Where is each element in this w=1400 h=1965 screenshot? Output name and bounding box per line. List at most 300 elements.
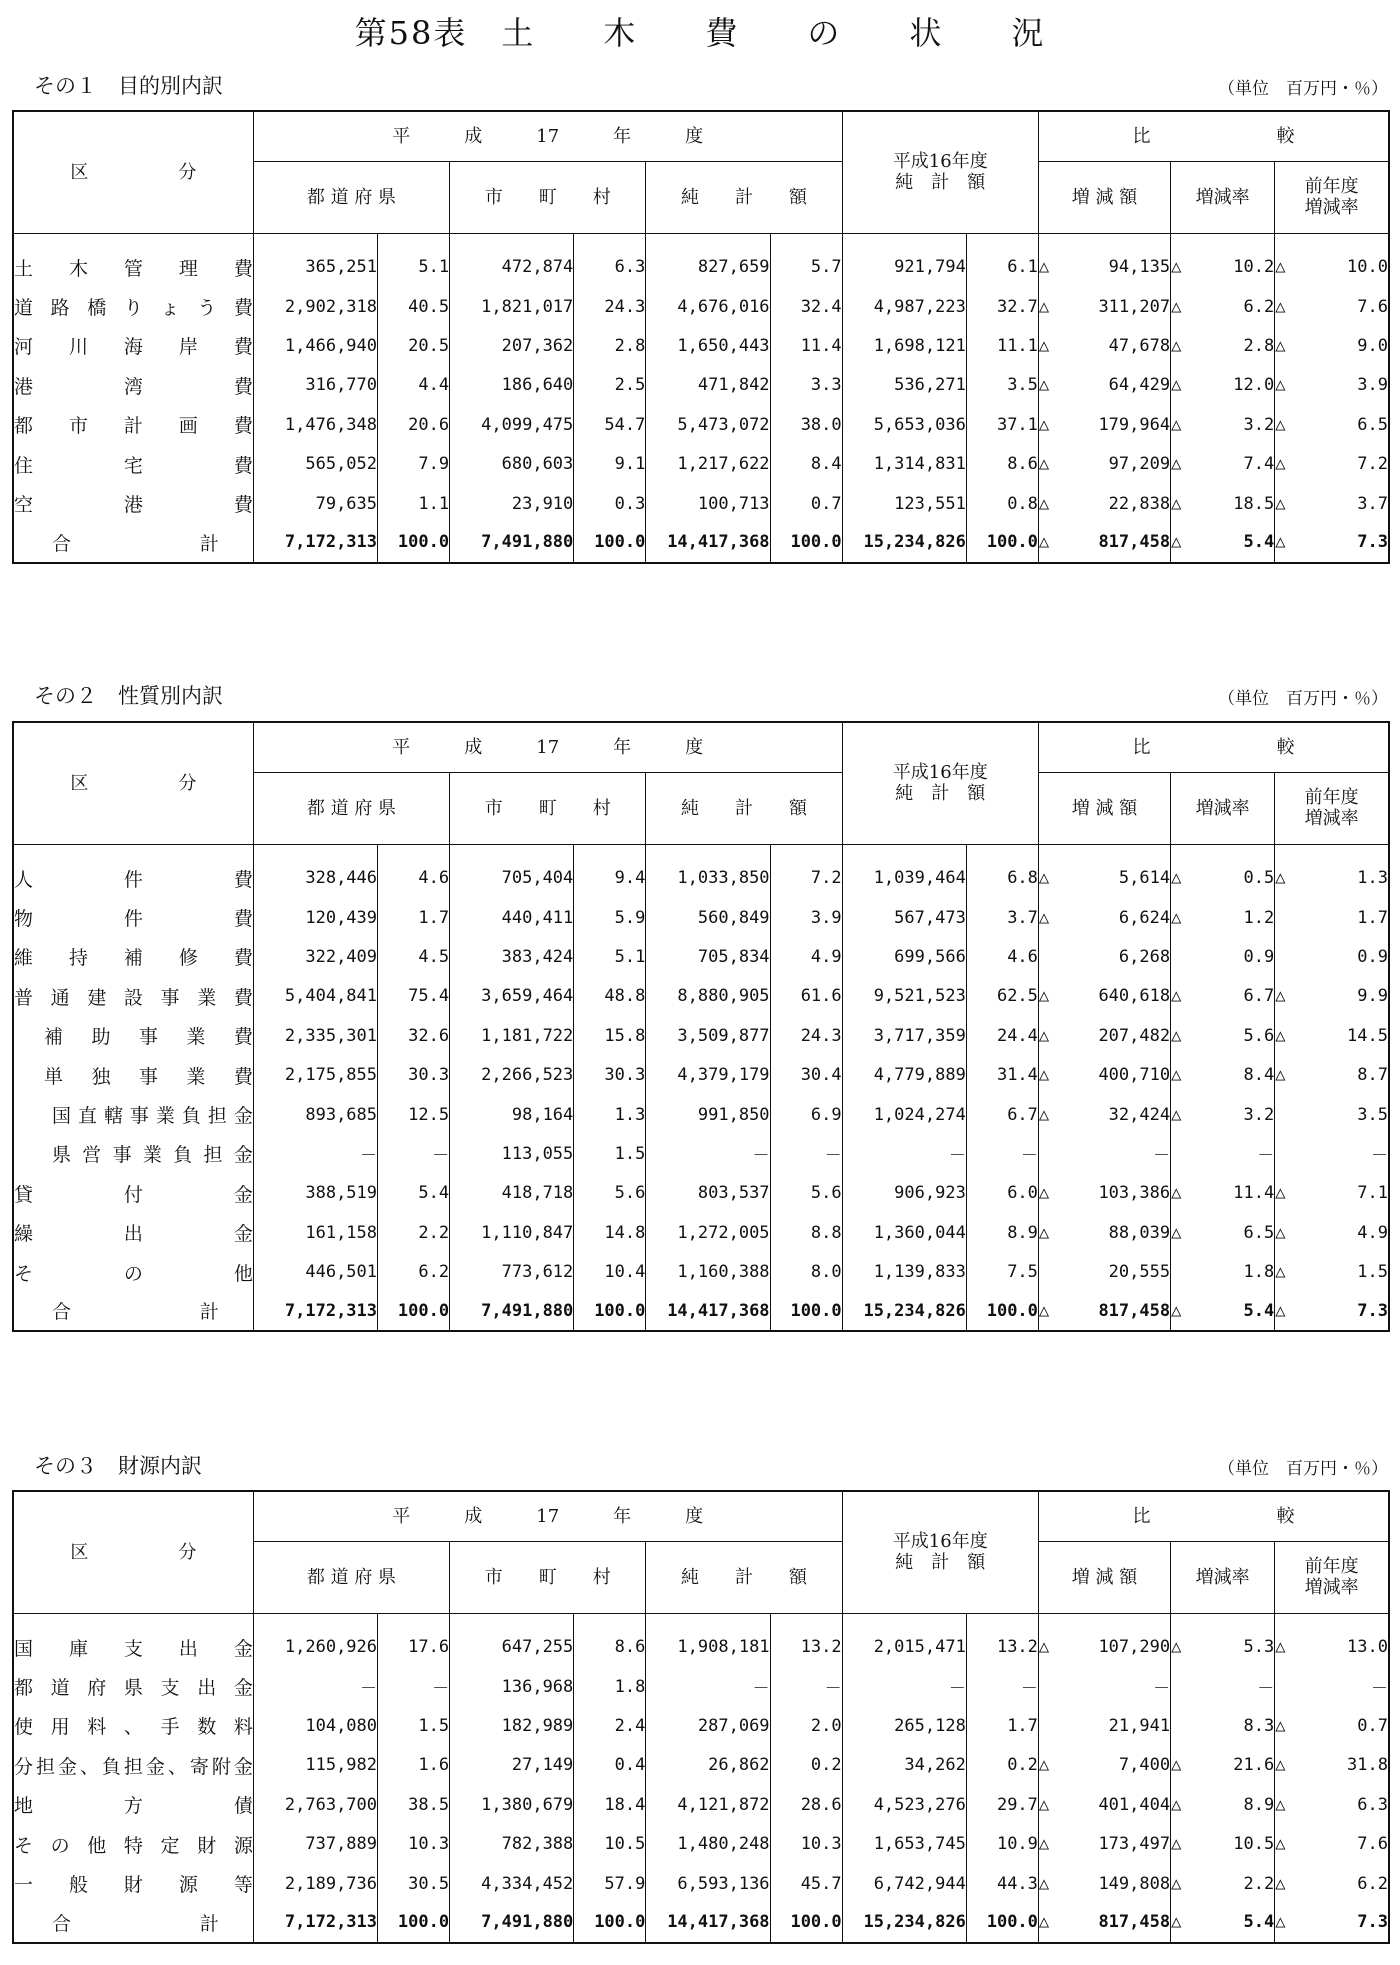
- prev-change-rate: [1275, 898, 1389, 937]
- prefecture-share: 4.5: [378, 937, 450, 976]
- decrease-mark: △: [1275, 1300, 1286, 1321]
- municipality-amount: 207,362: [450, 326, 574, 365]
- municipality-share: 9.1: [574, 444, 646, 483]
- decrease-mark: △: [1171, 1912, 1182, 1933]
- decrease-mark: △: [1275, 493, 1286, 514]
- prefecture-share: 5.4: [378, 1174, 450, 1213]
- decrease-mark: △: [1275, 454, 1286, 475]
- net-share: 3.3: [770, 366, 842, 405]
- municipality-amount: 773,612: [450, 1252, 574, 1291]
- municipality-share: 1.5: [574, 1134, 646, 1173]
- row-label: 維持補修費: [13, 937, 253, 976]
- decrease-mark: △: [1275, 1873, 1286, 1894]
- table-row: [13, 248, 1389, 287]
- row-label: 土木管理費: [13, 248, 253, 287]
- prev-net-amount: 1,139,833: [842, 1252, 966, 1291]
- change-rate-value: 1.8: [1243, 1262, 1275, 1283]
- municipality-share: 10.4: [574, 1252, 646, 1291]
- decrease-mark: △: [1171, 907, 1182, 928]
- prev-net-share: 62.5: [966, 977, 1038, 1016]
- section-2-header: [12, 680, 1388, 710]
- prev-change-rate-value: 7.6: [1357, 296, 1388, 317]
- prev-net-share: 0.2: [966, 1746, 1038, 1785]
- municipality-amount: 1,380,679: [450, 1785, 574, 1824]
- municipality-share: 100.0: [574, 1903, 646, 1942]
- change-rate: [1171, 1667, 1275, 1706]
- change-rate: [1171, 1095, 1275, 1134]
- header-prev-rate: 前年度 増減率: [1275, 772, 1389, 844]
- prefecture-share: 32.6: [378, 1016, 450, 1055]
- decrease-mark: △: [1275, 1262, 1286, 1283]
- prev-net-amount: 4,523,276: [842, 1785, 966, 1824]
- change-amount: [1038, 1706, 1170, 1745]
- change-amount: [1038, 1746, 1170, 1785]
- prefecture-share: 75.4: [378, 977, 450, 1016]
- decrease-mark: △: [1038, 1183, 1050, 1204]
- municipality-share: 2.5: [574, 366, 646, 405]
- prefecture-share: 4.6: [378, 859, 450, 898]
- prefecture-amount: 2,175,855: [253, 1055, 377, 1094]
- row-label: 都市計画費: [13, 405, 253, 444]
- row-label: 一般財源等: [13, 1864, 253, 1903]
- prev-change-rate: [1275, 1095, 1389, 1134]
- prev-change-rate-value: 7.3: [1357, 1300, 1388, 1321]
- section-title: その２ 性質別内訳: [34, 684, 223, 708]
- net-share: 3.9: [770, 898, 842, 937]
- net-share: －: [770, 1134, 842, 1173]
- prev-net-amount: 265,128: [842, 1706, 966, 1745]
- municipality-share: 15.8: [574, 1016, 646, 1055]
- prev-change-rate-value: 6.2: [1357, 1873, 1388, 1894]
- table-row: [13, 366, 1389, 405]
- net-share: 13.2: [770, 1628, 842, 1667]
- prev-change-rate: [1275, 1213, 1389, 1252]
- decrease-mark: △: [1171, 454, 1182, 475]
- decrease-mark: △: [1171, 1300, 1182, 1321]
- municipality-amount: 680,603: [450, 444, 574, 483]
- decrease-mark: △: [1038, 1873, 1050, 1894]
- decrease-mark: △: [1038, 1065, 1050, 1086]
- prev-change-rate-value: 1.7: [1357, 907, 1388, 928]
- header-prev-rate: 前年度 増減率: [1275, 1541, 1389, 1613]
- municipality-amount: 782,388: [450, 1824, 574, 1863]
- prefecture-share: 1.7: [378, 898, 450, 937]
- prev-change-rate: [1275, 1174, 1389, 1213]
- prefecture-share: 30.3: [378, 1055, 450, 1094]
- decrease-mark: △: [1171, 1222, 1182, 1243]
- decrease-mark: △: [1171, 1755, 1182, 1776]
- net-amount: 827,659: [646, 248, 770, 287]
- prev-change-rate: [1275, 1824, 1389, 1863]
- decrease-mark: △: [1275, 1637, 1286, 1658]
- prev-net-amount: 1,024,274: [842, 1095, 966, 1134]
- municipality-share: 6.3: [574, 248, 646, 287]
- row-label: 住宅費: [13, 444, 253, 483]
- prefecture-amount: －: [253, 1134, 377, 1173]
- decrease-mark: △: [1038, 907, 1050, 928]
- municipality-share: 54.7: [574, 405, 646, 444]
- prefecture-share: 4.4: [378, 366, 450, 405]
- municipality-share: 30.3: [574, 1055, 646, 1094]
- prev-net-amount: 2,015,471: [842, 1628, 966, 1667]
- decrease-mark: △: [1171, 414, 1182, 435]
- decrease-mark: △: [1038, 1222, 1050, 1243]
- prefecture-share: 100.0: [378, 523, 450, 562]
- row-label: 県営事業負担金: [13, 1134, 253, 1173]
- net-share: 5.6: [770, 1174, 842, 1213]
- table-row: [13, 1055, 1389, 1094]
- prev-net-share: 3.5: [966, 366, 1038, 405]
- table-row: [13, 977, 1389, 1016]
- net-amount: 1,033,850: [646, 859, 770, 898]
- row-label: 合計: [13, 1903, 253, 1942]
- municipality-amount: 23,910: [450, 484, 574, 523]
- change-rate: [1171, 937, 1275, 976]
- decrease-mark: △: [1038, 986, 1050, 1007]
- decrease-mark: △: [1275, 532, 1286, 553]
- prev-net-amount: 4,779,889: [842, 1055, 966, 1094]
- municipality-share: 10.5: [574, 1824, 646, 1863]
- prev-net-share: 6.7: [966, 1095, 1038, 1134]
- decrease-mark: △: [1038, 532, 1050, 553]
- change-amount-value: 179,964: [1098, 414, 1171, 435]
- change-amount-value: 97,209: [1108, 454, 1171, 475]
- net-amount: 14,417,368: [646, 1292, 770, 1331]
- header-division: 区 分: [13, 1491, 253, 1613]
- prev-net-amount: 536,271: [842, 366, 966, 405]
- decrease-mark: △: [1171, 1183, 1182, 1204]
- prefecture-amount: 388,519: [253, 1174, 377, 1213]
- change-rate: [1171, 1252, 1275, 1291]
- prefecture-share: 7.9: [378, 444, 450, 483]
- net-amount: 560,849: [646, 898, 770, 937]
- table-row: [13, 898, 1389, 937]
- change-amount: [1038, 1824, 1170, 1863]
- row-label: 物件費: [13, 898, 253, 937]
- net-amount: 4,676,016: [646, 287, 770, 326]
- prev-change-rate: [1275, 1667, 1389, 1706]
- prev-change-rate: [1275, 1016, 1389, 1055]
- prev-change-rate-value: 7.3: [1357, 1912, 1388, 1933]
- net-amount: 1,160,388: [646, 1252, 770, 1291]
- prev-net-amount: 1,314,831: [842, 444, 966, 483]
- decrease-mark: △: [1275, 1794, 1286, 1815]
- prev-change-rate: [1275, 1055, 1389, 1094]
- prev-net-amount: 1,698,121: [842, 326, 966, 365]
- prefecture-amount: －: [253, 1667, 377, 1706]
- decrease-mark: △: [1038, 454, 1050, 475]
- net-amount: 6,593,136: [646, 1864, 770, 1903]
- municipality-share: 14.8: [574, 1213, 646, 1252]
- net-amount: 5,473,072: [646, 405, 770, 444]
- prev-change-rate: [1275, 1706, 1389, 1745]
- prefecture-amount: 1,260,926: [253, 1628, 377, 1667]
- change-amount: [1038, 1016, 1170, 1055]
- prev-net-share: 6.8: [966, 859, 1038, 898]
- prev-change-rate-value: 31.8: [1347, 1755, 1388, 1776]
- decrease-mark: △: [1038, 335, 1050, 356]
- prev-net-amount: 6,742,944: [842, 1864, 966, 1903]
- change-rate-value: －: [1257, 1146, 1275, 1167]
- prefecture-amount: 2,902,318: [253, 287, 377, 326]
- decrease-mark: △: [1275, 1222, 1286, 1243]
- header-change-amount: 増 減 額: [1038, 161, 1170, 233]
- change-rate: [1171, 484, 1275, 523]
- net-amount: 26,862: [646, 1746, 770, 1785]
- change-rate: [1171, 1785, 1275, 1824]
- prev-net-share: 100.0: [966, 523, 1038, 562]
- row-label: 普通建設事業費: [13, 977, 253, 1016]
- municipality-amount: 136,968: [450, 1667, 574, 1706]
- change-rate-value: 8.9: [1243, 1794, 1275, 1815]
- row-label: 分担金、負担金、寄附金: [13, 1746, 253, 1785]
- prev-net-amount: 567,473: [842, 898, 966, 937]
- municipality-amount: 3,659,464: [450, 977, 574, 1016]
- prev-change-rate: [1275, 287, 1389, 326]
- decrease-mark: △: [1171, 1834, 1182, 1855]
- prev-change-rate-value: 7.3: [1357, 532, 1388, 553]
- prev-net-amount: 4,987,223: [842, 287, 966, 326]
- header-municipalities: 市 町 村: [450, 1541, 646, 1613]
- header-h17: 平 成 17 年 度: [253, 1491, 842, 1541]
- net-amount: 471,842: [646, 366, 770, 405]
- change-rate-value: 11.4: [1233, 1183, 1275, 1204]
- table-row: [13, 937, 1389, 976]
- section-1-header: [12, 70, 1388, 100]
- prev-change-rate: [1275, 366, 1389, 405]
- prefecture-amount: 104,080: [253, 1706, 377, 1745]
- municipality-amount: 418,718: [450, 1174, 574, 1213]
- prev-net-amount: 15,234,826: [842, 523, 966, 562]
- header-prev-rate: 前年度 増減率: [1275, 161, 1389, 233]
- change-rate-value: 8.3: [1243, 1715, 1275, 1736]
- prev-change-rate: [1275, 859, 1389, 898]
- decrease-mark: △: [1275, 1834, 1286, 1855]
- change-amount: [1038, 1785, 1170, 1824]
- table-row: [13, 1667, 1389, 1706]
- decrease-mark: △: [1275, 1715, 1286, 1736]
- change-rate-value: 10.2: [1233, 257, 1275, 278]
- net-share: 100.0: [770, 1292, 842, 1331]
- change-rate-value: 5.4: [1243, 1912, 1275, 1933]
- unit-note: （単位 百万円・％）: [1218, 79, 1388, 99]
- decrease-mark: △: [1038, 375, 1050, 396]
- prefecture-amount: 328,446: [253, 859, 377, 898]
- decrease-mark: △: [1038, 414, 1050, 435]
- net-amount: 4,379,179: [646, 1055, 770, 1094]
- row-label: 単独事業費: [13, 1055, 253, 1094]
- change-amount: [1038, 484, 1170, 523]
- table-row: [13, 326, 1389, 365]
- municipality-share: 2.4: [574, 1706, 646, 1745]
- prev-change-rate: [1275, 1252, 1389, 1291]
- change-amount-value: 47,678: [1108, 335, 1171, 356]
- prev-net-amount: 1,039,464: [842, 859, 966, 898]
- net-share: 8.0: [770, 1252, 842, 1291]
- prefecture-amount: 161,158: [253, 1213, 377, 1252]
- change-amount: [1038, 1903, 1170, 1942]
- table-row: [13, 1706, 1389, 1745]
- prev-net-share: 37.1: [966, 405, 1038, 444]
- change-rate-value: 5.4: [1243, 532, 1275, 553]
- net-amount: 1,908,181: [646, 1628, 770, 1667]
- table-row: [13, 484, 1389, 523]
- municipality-share: 48.8: [574, 977, 646, 1016]
- prefecture-share: 2.2: [378, 1213, 450, 1252]
- net-share: 32.4: [770, 287, 842, 326]
- header-change-rate: 増減率: [1171, 1541, 1275, 1613]
- decrease-mark: △: [1171, 493, 1182, 514]
- change-rate: [1171, 287, 1275, 326]
- header-change-amount: 増 減 額: [1038, 1541, 1170, 1613]
- change-amount-value: 817,458: [1098, 1912, 1171, 1933]
- change-rate-value: 10.5: [1233, 1834, 1275, 1855]
- decrease-mark: △: [1275, 1065, 1286, 1086]
- prev-net-amount: －: [842, 1667, 966, 1706]
- municipality-share: 18.4: [574, 1785, 646, 1824]
- municipality-share: 1.8: [574, 1667, 646, 1706]
- change-rate-value: 21.6: [1233, 1755, 1275, 1776]
- net-share: 6.9: [770, 1095, 842, 1134]
- prev-net-share: 11.1: [966, 326, 1038, 365]
- prev-net-share: 6.0: [966, 1174, 1038, 1213]
- change-rate: [1171, 326, 1275, 365]
- prev-change-rate-value: 3.7: [1357, 493, 1388, 514]
- header-h17: 平 成 17 年 度: [253, 722, 842, 772]
- prev-net-share: 13.2: [966, 1628, 1038, 1667]
- prev-change-rate-value: 14.5: [1347, 1025, 1388, 1046]
- prev-net-share: 100.0: [966, 1903, 1038, 1942]
- change-amount: [1038, 1134, 1170, 1173]
- municipality-amount: 1,181,722: [450, 1016, 574, 1055]
- header-h16: 平成16年度 純 計 額: [842, 1491, 1038, 1613]
- prev-change-rate: [1275, 248, 1389, 287]
- decrease-mark: △: [1171, 1025, 1182, 1046]
- net-share: 100.0: [770, 523, 842, 562]
- prefecture-share: 6.2: [378, 1252, 450, 1291]
- change-amount: [1038, 1174, 1170, 1213]
- change-amount: [1038, 937, 1170, 976]
- municipality-share: 2.8: [574, 326, 646, 365]
- prefecture-amount: 322,409: [253, 937, 377, 976]
- row-label: その他特定財源: [13, 1824, 253, 1863]
- prev-net-share: 10.9: [966, 1824, 1038, 1863]
- net-share: 0.2: [770, 1746, 842, 1785]
- header-change-rate: 増減率: [1171, 161, 1275, 233]
- table-row: [13, 405, 1389, 444]
- header-prefectures: 都 道 府 県: [253, 1541, 449, 1613]
- decrease-mark: △: [1038, 1300, 1050, 1321]
- change-amount: [1038, 444, 1170, 483]
- table-row: [13, 1213, 1389, 1252]
- decrease-mark: △: [1275, 296, 1286, 317]
- net-share: 0.7: [770, 484, 842, 523]
- change-rate: [1171, 898, 1275, 937]
- section-3-header: [12, 1450, 1388, 1480]
- net-share: 45.7: [770, 1864, 842, 1903]
- change-amount: [1038, 977, 1170, 1016]
- change-amount: [1038, 523, 1170, 562]
- decrease-mark: △: [1038, 257, 1050, 278]
- prefecture-amount: 115,982: [253, 1746, 377, 1785]
- change-rate-value: 8.4: [1243, 1065, 1275, 1086]
- change-amount-value: 7,400: [1118, 1755, 1171, 1776]
- change-amount: [1038, 1628, 1170, 1667]
- header-compare: 比 較: [1038, 722, 1389, 772]
- change-amount-value: 32,424: [1108, 1104, 1171, 1125]
- prefecture-amount: 2,335,301: [253, 1016, 377, 1055]
- prev-net-share: 32.7: [966, 287, 1038, 326]
- page-title: 第58表 土 木 費 の 状 況: [354, 14, 1046, 52]
- change-amount: [1038, 859, 1170, 898]
- change-amount-value: 5,614: [1118, 868, 1171, 889]
- prev-change-rate-value: 1.3: [1357, 868, 1388, 889]
- prefecture-amount: 2,763,700: [253, 1785, 377, 1824]
- funding-source-table: [12, 1490, 1390, 1944]
- net-share: 38.0: [770, 405, 842, 444]
- header-change-rate: 増減率: [1171, 772, 1275, 844]
- decrease-mark: △: [1171, 296, 1182, 317]
- change-amount-value: 21,941: [1108, 1715, 1171, 1736]
- net-amount: 705,834: [646, 937, 770, 976]
- prefecture-amount: 1,466,940: [253, 326, 377, 365]
- prev-net-share: 44.3: [966, 1864, 1038, 1903]
- municipality-share: 5.1: [574, 937, 646, 976]
- decrease-mark: △: [1038, 1834, 1050, 1855]
- prev-net-amount: 921,794: [842, 248, 966, 287]
- change-rate: [1171, 1864, 1275, 1903]
- change-amount-value: 149,808: [1098, 1873, 1171, 1894]
- municipality-share: 100.0: [574, 523, 646, 562]
- net-share: 2.0: [770, 1706, 842, 1745]
- change-amount: [1038, 1667, 1170, 1706]
- change-rate: [1171, 1706, 1275, 1745]
- net-share: 5.7: [770, 248, 842, 287]
- prefecture-share: 30.5: [378, 1864, 450, 1903]
- row-label: 都道府県支出金: [13, 1667, 253, 1706]
- change-amount-value: 6,268: [1118, 946, 1171, 967]
- change-rate: [1171, 1824, 1275, 1863]
- decrease-mark: △: [1171, 257, 1182, 278]
- row-label: 地方債: [13, 1785, 253, 1824]
- table-row: [13, 1252, 1389, 1291]
- prefecture-share: 1.6: [378, 1746, 450, 1785]
- net-share: 7.2: [770, 859, 842, 898]
- municipality-share: 0.3: [574, 484, 646, 523]
- net-amount: －: [646, 1667, 770, 1706]
- prefecture-amount: 2,189,736: [253, 1864, 377, 1903]
- row-label: 河川海岸費: [13, 326, 253, 365]
- decrease-mark: △: [1275, 1912, 1286, 1933]
- municipality-amount: 647,255: [450, 1628, 574, 1667]
- row-label: 国直轄事業負担金: [13, 1095, 253, 1134]
- net-amount: 3,509,877: [646, 1016, 770, 1055]
- header-municipalities: 市 町 村: [450, 772, 646, 844]
- change-rate-value: 1.2: [1243, 907, 1275, 928]
- change-amount-value: 400,710: [1098, 1065, 1171, 1086]
- prev-change-rate: [1275, 1785, 1389, 1824]
- prefecture-share: －: [378, 1667, 450, 1706]
- header-division: 区 分: [13, 722, 253, 844]
- table-row: [13, 1824, 1389, 1863]
- change-rate: [1171, 1746, 1275, 1785]
- section-title: その１ 目的別内訳: [34, 74, 223, 98]
- prev-change-rate-value: 10.0: [1347, 257, 1388, 278]
- table-row: [13, 1785, 1389, 1824]
- prev-net-amount: －: [842, 1134, 966, 1173]
- change-amount-value: 6,624: [1118, 907, 1171, 928]
- decrease-mark: △: [1275, 375, 1286, 396]
